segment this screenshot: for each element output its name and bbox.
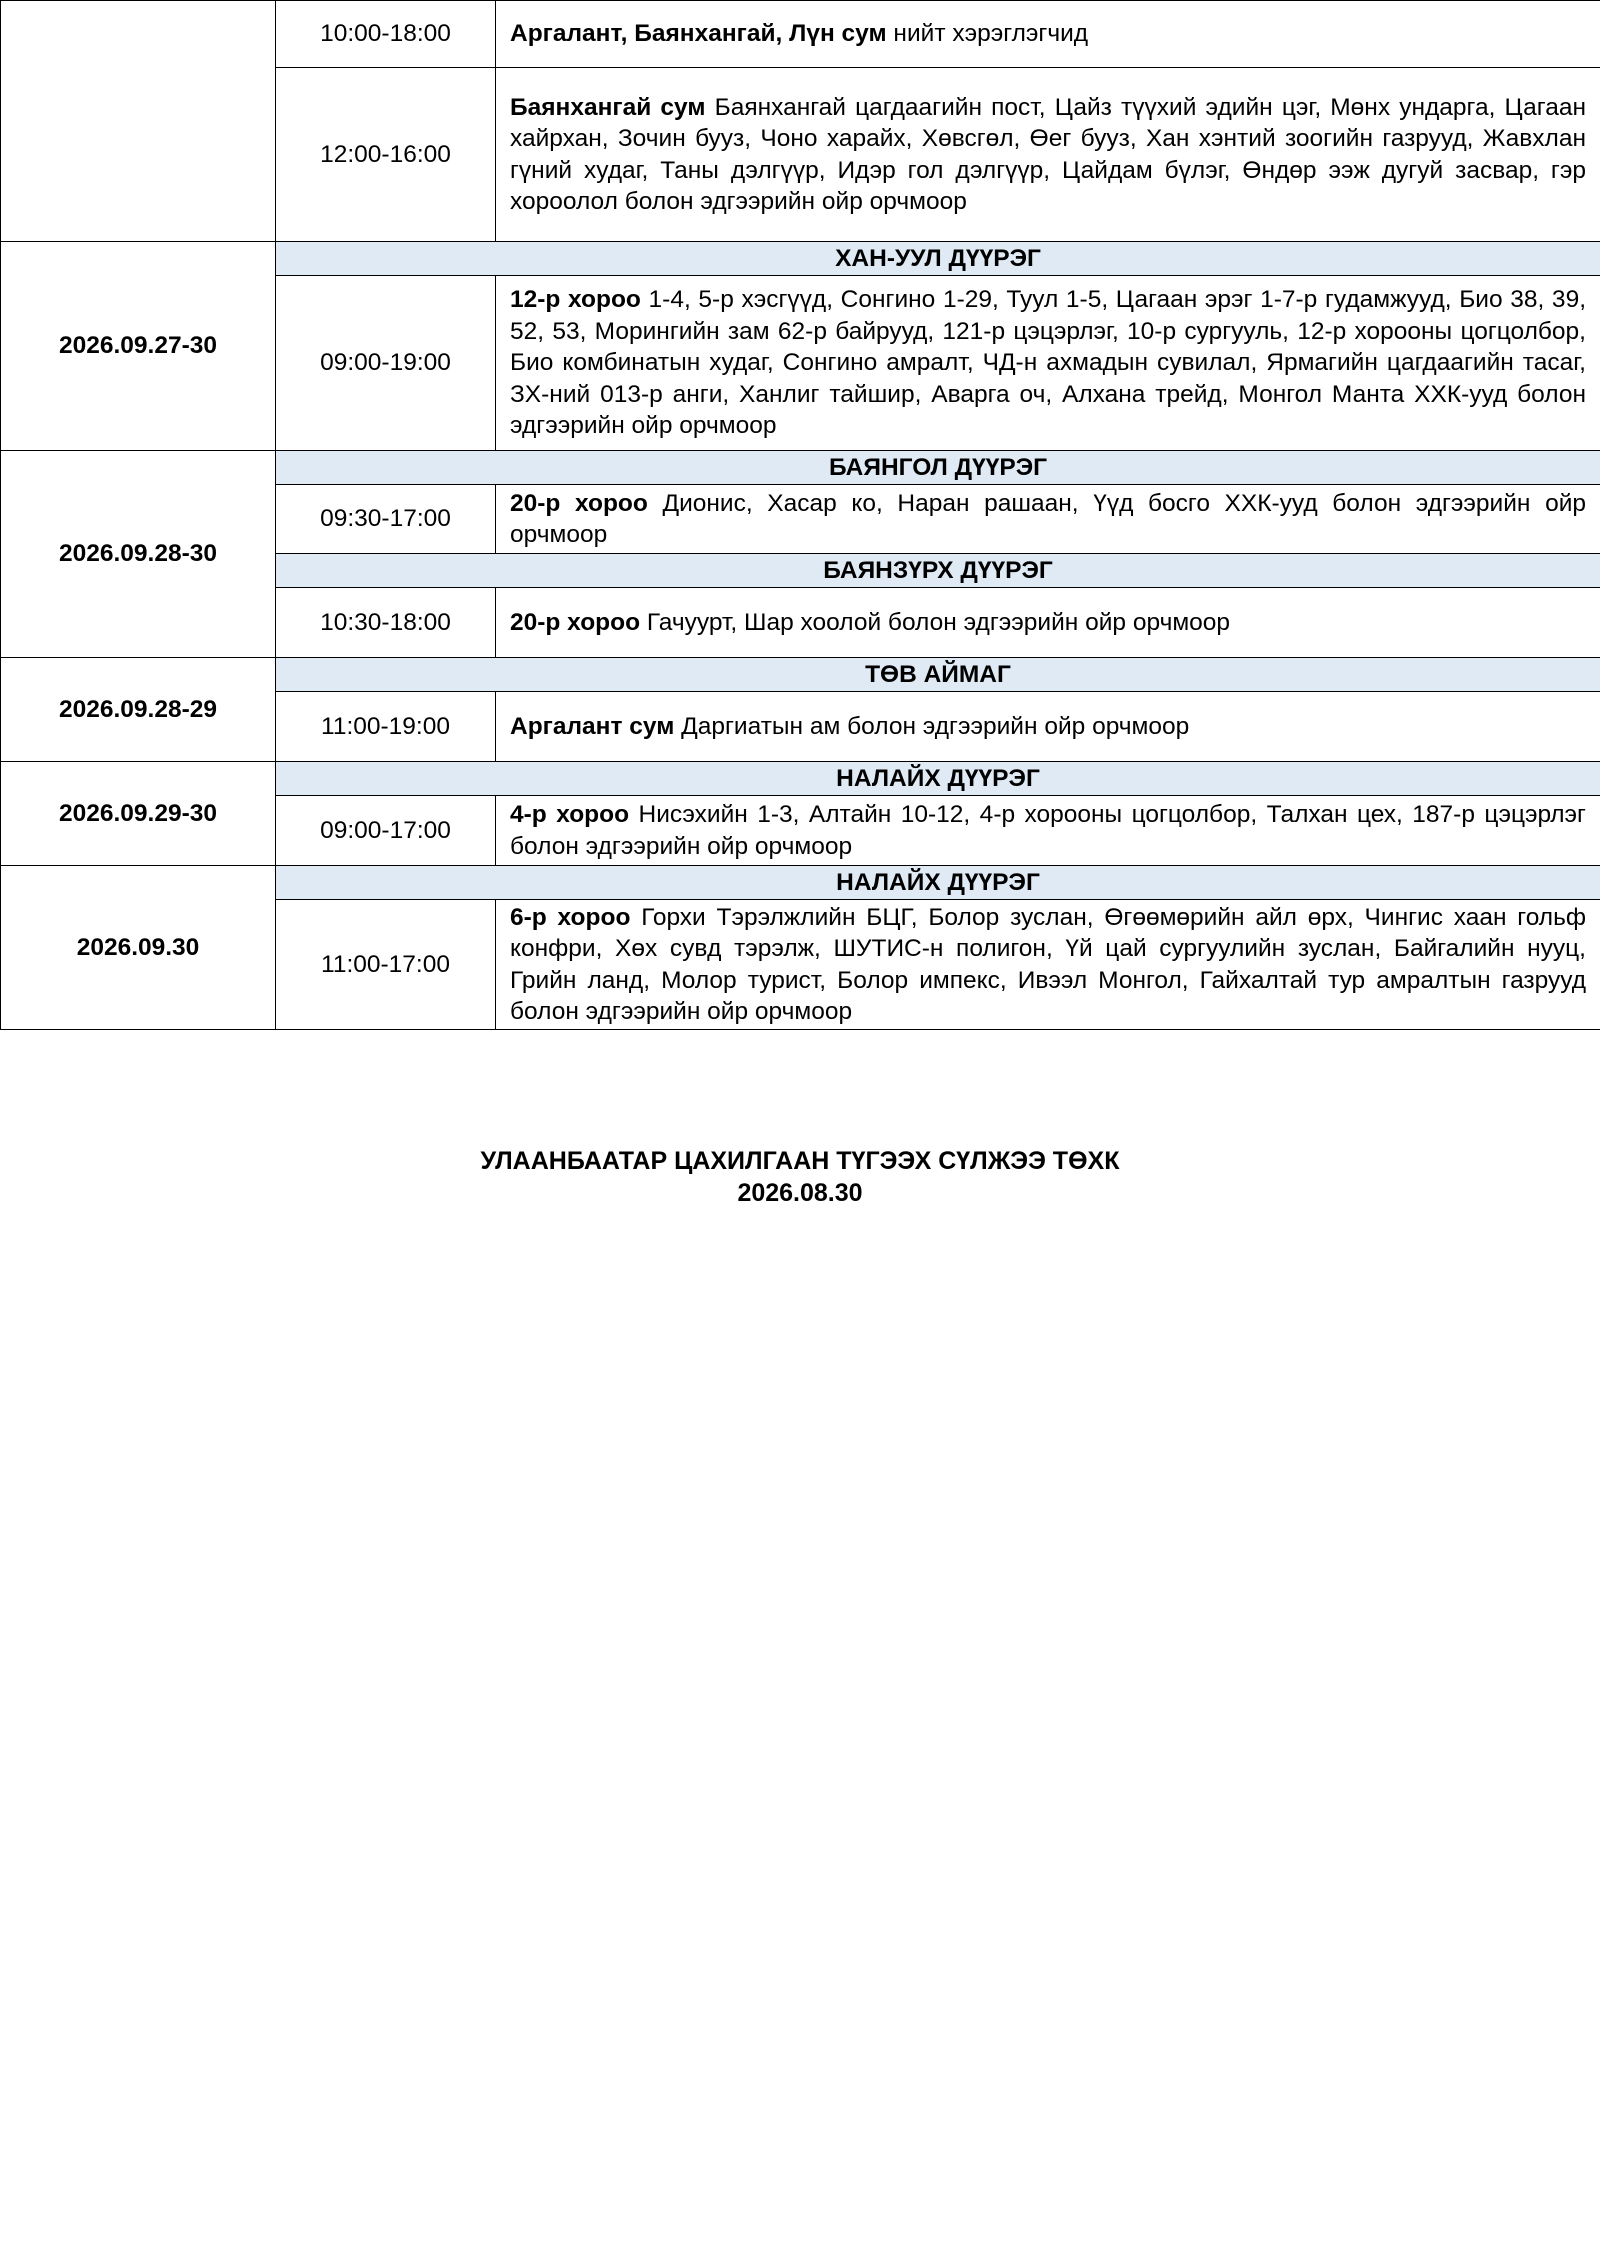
area-cell (496, 68, 1600, 242)
area-cell (496, 1, 1600, 68)
district-header: ХАН-УУЛ ДҮҮРЭГ (276, 242, 1600, 276)
table-row (1, 1, 1600, 68)
district-header-row (1, 762, 1600, 796)
area-cell (496, 692, 1600, 762)
area-title: 6-р хороо (510, 903, 631, 931)
area-title: Аргалант сум (510, 712, 675, 740)
district-header: НАЛАЙХ ДҮҮРЭГ (276, 762, 1600, 796)
time-cell: 11:00-17:00 (276, 900, 496, 1030)
issue-date: 2026.08.30 (737, 1179, 863, 1207)
district-header-row (1, 242, 1600, 276)
area-title: 20-р хороо (510, 608, 641, 636)
district-header: БАЯНЗҮРХ ДҮҮРЭГ (276, 554, 1600, 588)
date-cell: 2026.09.28-29 (1, 658, 276, 762)
district-header: БАЯНГОЛ ДҮҮРЭГ (276, 451, 1600, 485)
area-cell (496, 796, 1600, 866)
area-cell (496, 485, 1600, 554)
area-details: Дионис, Хасар ко, Наран рашаан, Үүд босго ХХК-ууд болон эдгээрийн ойр орчмоор (510, 489, 1587, 548)
time-cell: 10:00-18:00 (276, 1, 496, 68)
district-header-row (1, 451, 1600, 485)
district-header-row (1, 866, 1600, 900)
date-cell: 2026.09.28-30 (1, 451, 276, 658)
date-cell: 2026.09.27-30 (1, 242, 276, 451)
time-cell: 12:00-16:00 (276, 68, 496, 242)
area-details: 1-4, 5-р хэсгүүд, Сонгино 1-29, Туул 1-5, Цагаан эрэг 1-7-р гудамжууд, Био 38, 39, 52, 53, Морингийн зам 62-р байрууд, 121-р цэцэрлэг, 10-р сургууль, 12-р хорооны цогцолбор, Био комбинатын худаг, Сонгино амралт, ЧД-н ахмадын сувилал, Ярмагийн цагдаагийн тасаг, ЗХ-ний 013-р анги, Ханлиг тайшир, Аварга оч, Алхана трейд, Монгол Манта ХХК-ууд болон эдгээрийн ойр орчмоор (510, 286, 1586, 440)
date-cell (1, 1, 276, 242)
time-cell: 11:00-19:00 (276, 692, 496, 762)
area-cell (496, 276, 1600, 451)
area-details: нийт хэрэглэгчид (886, 20, 1089, 48)
area-title: Баянхангай сум (510, 93, 706, 121)
area-title: 12-р хороо (510, 286, 641, 314)
time-cell: 10:30-18:00 (276, 588, 496, 658)
area-title: 20-р хороо (510, 489, 648, 517)
time-cell: 09:00-17:00 (276, 796, 496, 866)
time-cell: 09:00-19:00 (276, 276, 496, 451)
area-cell (496, 588, 1600, 658)
area-details: Горхи Тэрэлжлийн БЦГ, Болор зуслан, Өгөөмөрийн айл өрх, Чингис хаан гольф конфри, Хөх сувд тэрэлж, ШУТИС-н полигон, Үй цай сургуулийн зуслан, Байгалийн нууц, Грийн ланд, Молор турист, Болор импекс, Ивээл Монгол, Гайхалтай тур амралтын газрууд болон эдгээрийн ойр орчмоор (510, 903, 1587, 1025)
signature-block (0, 1145, 1600, 1209)
area-details: Даргиатын ам болон эдгээрийн ойр орчмоор (674, 712, 1190, 740)
area-title: 4-р хороо (510, 801, 630, 828)
date-cell: 2026.09.30 (1, 866, 276, 1030)
time-cell: 09:30-17:00 (276, 485, 496, 554)
area-details: Нисэхийн 1-3, Алтайн 10-12, 4-р хорооны цогцолбор, Талхан цех, 187-р цэцэрлэг болон эдгээрийн ойр орчмоор (510, 801, 1586, 860)
outage-schedule-table (0, 0, 1600, 1030)
district-header-row (1, 658, 1600, 692)
area-details: Баянхангай цагдаагийн пост, Цайз түүхий эдийн цэг, Мөнх ундарга, Цагаан хайрхан, Зочин бууз, Чоно харайх, Хөвсгөл, Өег бууз, Хан хэнтий зоогийн газрууд, Жавхлан гүний худаг, Таны дэлгүүр, Идэр гол дэлгүүр, Цайдам бүлэг, Өндөр ээж дугуй засвар, гэр хороолол болон эдгээрийн ойр орчмоор (510, 93, 1586, 215)
district-header: ТӨВ АЙМАГ (276, 658, 1600, 692)
area-cell (496, 900, 1600, 1030)
organization-name: УЛААНБААТАР ЦАХИЛГААН ТҮГЭЭХ СҮЛЖЭЭ ТӨХК (480, 1147, 1120, 1175)
area-details: Гачуурт, Шар хоолой болон эдгээрийн ойр орчмоор (640, 608, 1231, 636)
date-cell: 2026.09.29-30 (1, 762, 276, 866)
area-title: Аргалант, Баянхангай, Лүн сум (510, 20, 887, 48)
district-header: НАЛАЙХ ДҮҮРЭГ (276, 866, 1600, 900)
